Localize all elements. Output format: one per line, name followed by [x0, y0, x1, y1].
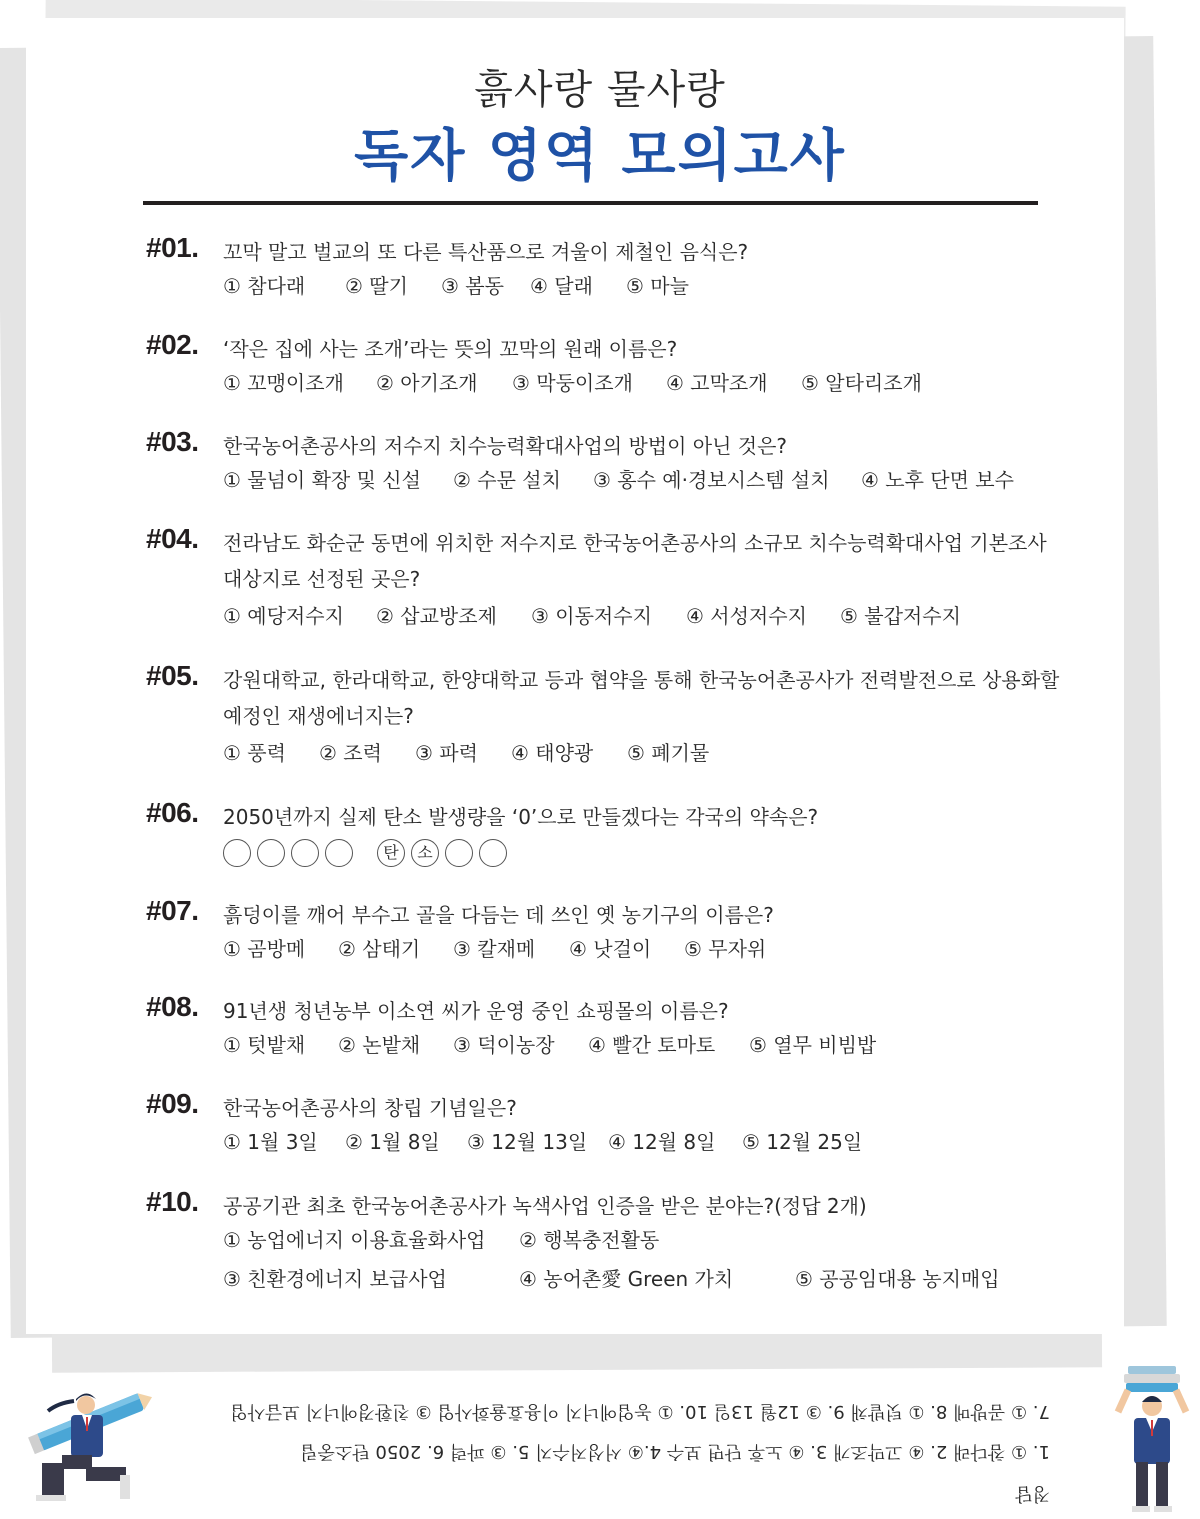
question-text: 전라남도 화순군 동면에 위치한 저수지로 한국농어촌공사의 소규모 치수능력확대사업 기본조사 대상지로 선정된 곳은?	[223, 531, 1047, 591]
person-with-books-illustration	[1104, 1360, 1200, 1515]
option[interactable]: ② 논밭채	[338, 1033, 421, 1057]
question-number: #05.	[146, 660, 199, 691]
option[interactable]: ① 풍력	[223, 741, 286, 765]
answer-key-title: 정답	[1015, 1483, 1050, 1504]
option[interactable]: ② 아기조개	[376, 371, 478, 395]
question-text: 한국농어촌공사의 저수지 치수능력확대사업의 방법이 아닌 것은?	[223, 434, 788, 458]
answer-blanks	[223, 839, 513, 867]
question-text: 한국농어촌공사의 창립 기념일은?	[223, 1096, 517, 1120]
option[interactable]: ⑤ 무자위	[684, 937, 767, 961]
option[interactable]: ③ 덕이농장	[453, 1033, 555, 1057]
option[interactable]: ① 곰방메	[223, 937, 306, 961]
option[interactable]: ⑤ 12월 25일	[742, 1130, 863, 1154]
option[interactable]: ④ 농어촌愛 Green 가치	[519, 1267, 734, 1291]
option[interactable]: ③ 홍수 예·경보시스템 설치	[593, 468, 830, 492]
option[interactable]: ⑤ 공공임대용 농지매입	[795, 1267, 1000, 1291]
answer-key-line: 1. ① 참다래 2. ④ 고막조개 3. ④ 노후 단면 보수 4.④ 서성저수지 5. ③ 파력 6. 2050 탄소중립	[300, 1441, 1050, 1462]
option[interactable]: ④ 서성저수지	[686, 604, 807, 628]
blank-circle-filled: 소	[411, 839, 439, 867]
option[interactable]: ② 수문 설치	[453, 468, 561, 492]
person-with-pencil-illustration	[26, 1385, 156, 1510]
answer-key-line: 7. ① 곰방메 8. ① 텃밭채 9. ③ 12월 13일 10. ① 농업에너지 이용효율화사업 ③ 친환경에너지 보급사업	[230, 1401, 1050, 1422]
page-title: 독자 영역 모의고사	[354, 124, 846, 189]
option[interactable]: ② 삼태기	[338, 937, 421, 961]
option[interactable]: ① 1월 3일	[223, 1130, 318, 1154]
option[interactable]: ④ 낫걸이	[569, 937, 652, 961]
option[interactable]: ① 예당저수지	[223, 604, 344, 628]
blank-circle[interactable]	[291, 839, 319, 867]
option[interactable]: ④ 12월 8일	[608, 1130, 716, 1154]
option[interactable]: ② 1월 8일	[345, 1130, 440, 1154]
page-subtitle: 흙사랑 물사랑	[474, 67, 726, 113]
answer-key	[180, 1378, 1080, 1518]
question-text: 흙덩이를 깨어 부수고 골을 다듬는 데 쓰인 옛 농기구의 이름은?	[223, 903, 774, 927]
option[interactable]: ④ 노후 단면 보수	[861, 468, 1014, 492]
option[interactable]: ② 삽교방조제	[376, 604, 497, 628]
question-number: #03.	[146, 426, 199, 457]
option[interactable]: ① 물넘이 확장 및 신설	[223, 468, 421, 492]
option[interactable]: ③ 12월 13일	[467, 1130, 588, 1154]
question-text: 꼬막 말고 벌교의 또 다른 특산품으로 겨울이 제철인 음식은?	[223, 240, 749, 264]
question-number: #01.	[146, 232, 199, 263]
option[interactable]: ① 농업에너지 이용효율화사업	[223, 1228, 486, 1252]
paper-sheet-edge	[52, 1327, 1102, 1372]
option[interactable]: ⑤ 알타리조개	[801, 371, 922, 395]
question-text: 공공기관 최초 한국농어촌공사가 녹색사업 인증을 받은 분야는?(정답 2개)	[223, 1194, 867, 1218]
question-number: #10.	[146, 1186, 199, 1217]
question-number: #09.	[146, 1088, 199, 1119]
option[interactable]: ① 참다래	[223, 274, 306, 298]
option[interactable]: ⑤ 마늘	[626, 274, 689, 298]
option[interactable]: ⑤ 열무 비빔밥	[749, 1033, 877, 1057]
question-number: #06.	[146, 797, 199, 828]
question-number: #08.	[146, 991, 199, 1022]
option[interactable]: ③ 칼재메	[453, 937, 536, 961]
blank-circle[interactable]	[325, 839, 353, 867]
option[interactable]: ② 딸기	[345, 274, 408, 298]
option[interactable]: ② 조력	[319, 741, 382, 765]
option[interactable]: ⑤ 폐기물	[627, 741, 710, 765]
question-text: ‘작은 집에 사는 조개’라는 뜻의 꼬막의 원래 이름은?	[223, 337, 678, 361]
blank-circle[interactable]	[257, 839, 285, 867]
option[interactable]: ③ 봄동	[441, 274, 504, 298]
option[interactable]: ③ 친환경에너지 보급사업	[223, 1267, 447, 1291]
question-number: #02.	[146, 329, 199, 360]
option[interactable]: ② 행복충전활동	[519, 1228, 660, 1252]
option[interactable]: ④ 빨간 토마토	[588, 1033, 716, 1057]
option[interactable]: ① 꼬맹이조개	[223, 371, 344, 395]
blank-circle-filled: 탄	[377, 839, 405, 867]
option[interactable]: ③ 이동저수지	[531, 604, 652, 628]
title-divider	[143, 201, 1038, 205]
option[interactable]: ⑤ 불갑저수지	[840, 604, 961, 628]
question-number: #04.	[146, 523, 199, 554]
blank-circle[interactable]	[445, 839, 473, 867]
option[interactable]: ④ 달래	[530, 274, 593, 298]
question-number: #07.	[146, 895, 199, 926]
option[interactable]: ④ 태양광	[511, 741, 594, 765]
blank-circle[interactable]	[479, 839, 507, 867]
option[interactable]: ④ 고막조개	[666, 371, 768, 395]
blank-circle[interactable]	[223, 839, 251, 867]
option[interactable]: ③ 파력	[415, 741, 478, 765]
question-text: 2050년까지 실제 탄소 발생량을 ‘0’으로 만들겠다는 각국의 약속은?	[223, 805, 819, 829]
option[interactable]: ① 텃밭채	[223, 1033, 306, 1057]
question-text: 91년생 청년농부 이소연 씨가 운영 중인 쇼핑몰의 이름은?	[223, 999, 729, 1023]
option[interactable]: ③ 막둥이조개	[512, 371, 633, 395]
question-text: 강원대학교, 한라대학교, 한양대학교 등과 협약을 통해 한국농어촌공사가 전력발전으로 상용화할 예정인 재생에너지는?	[223, 668, 1060, 728]
